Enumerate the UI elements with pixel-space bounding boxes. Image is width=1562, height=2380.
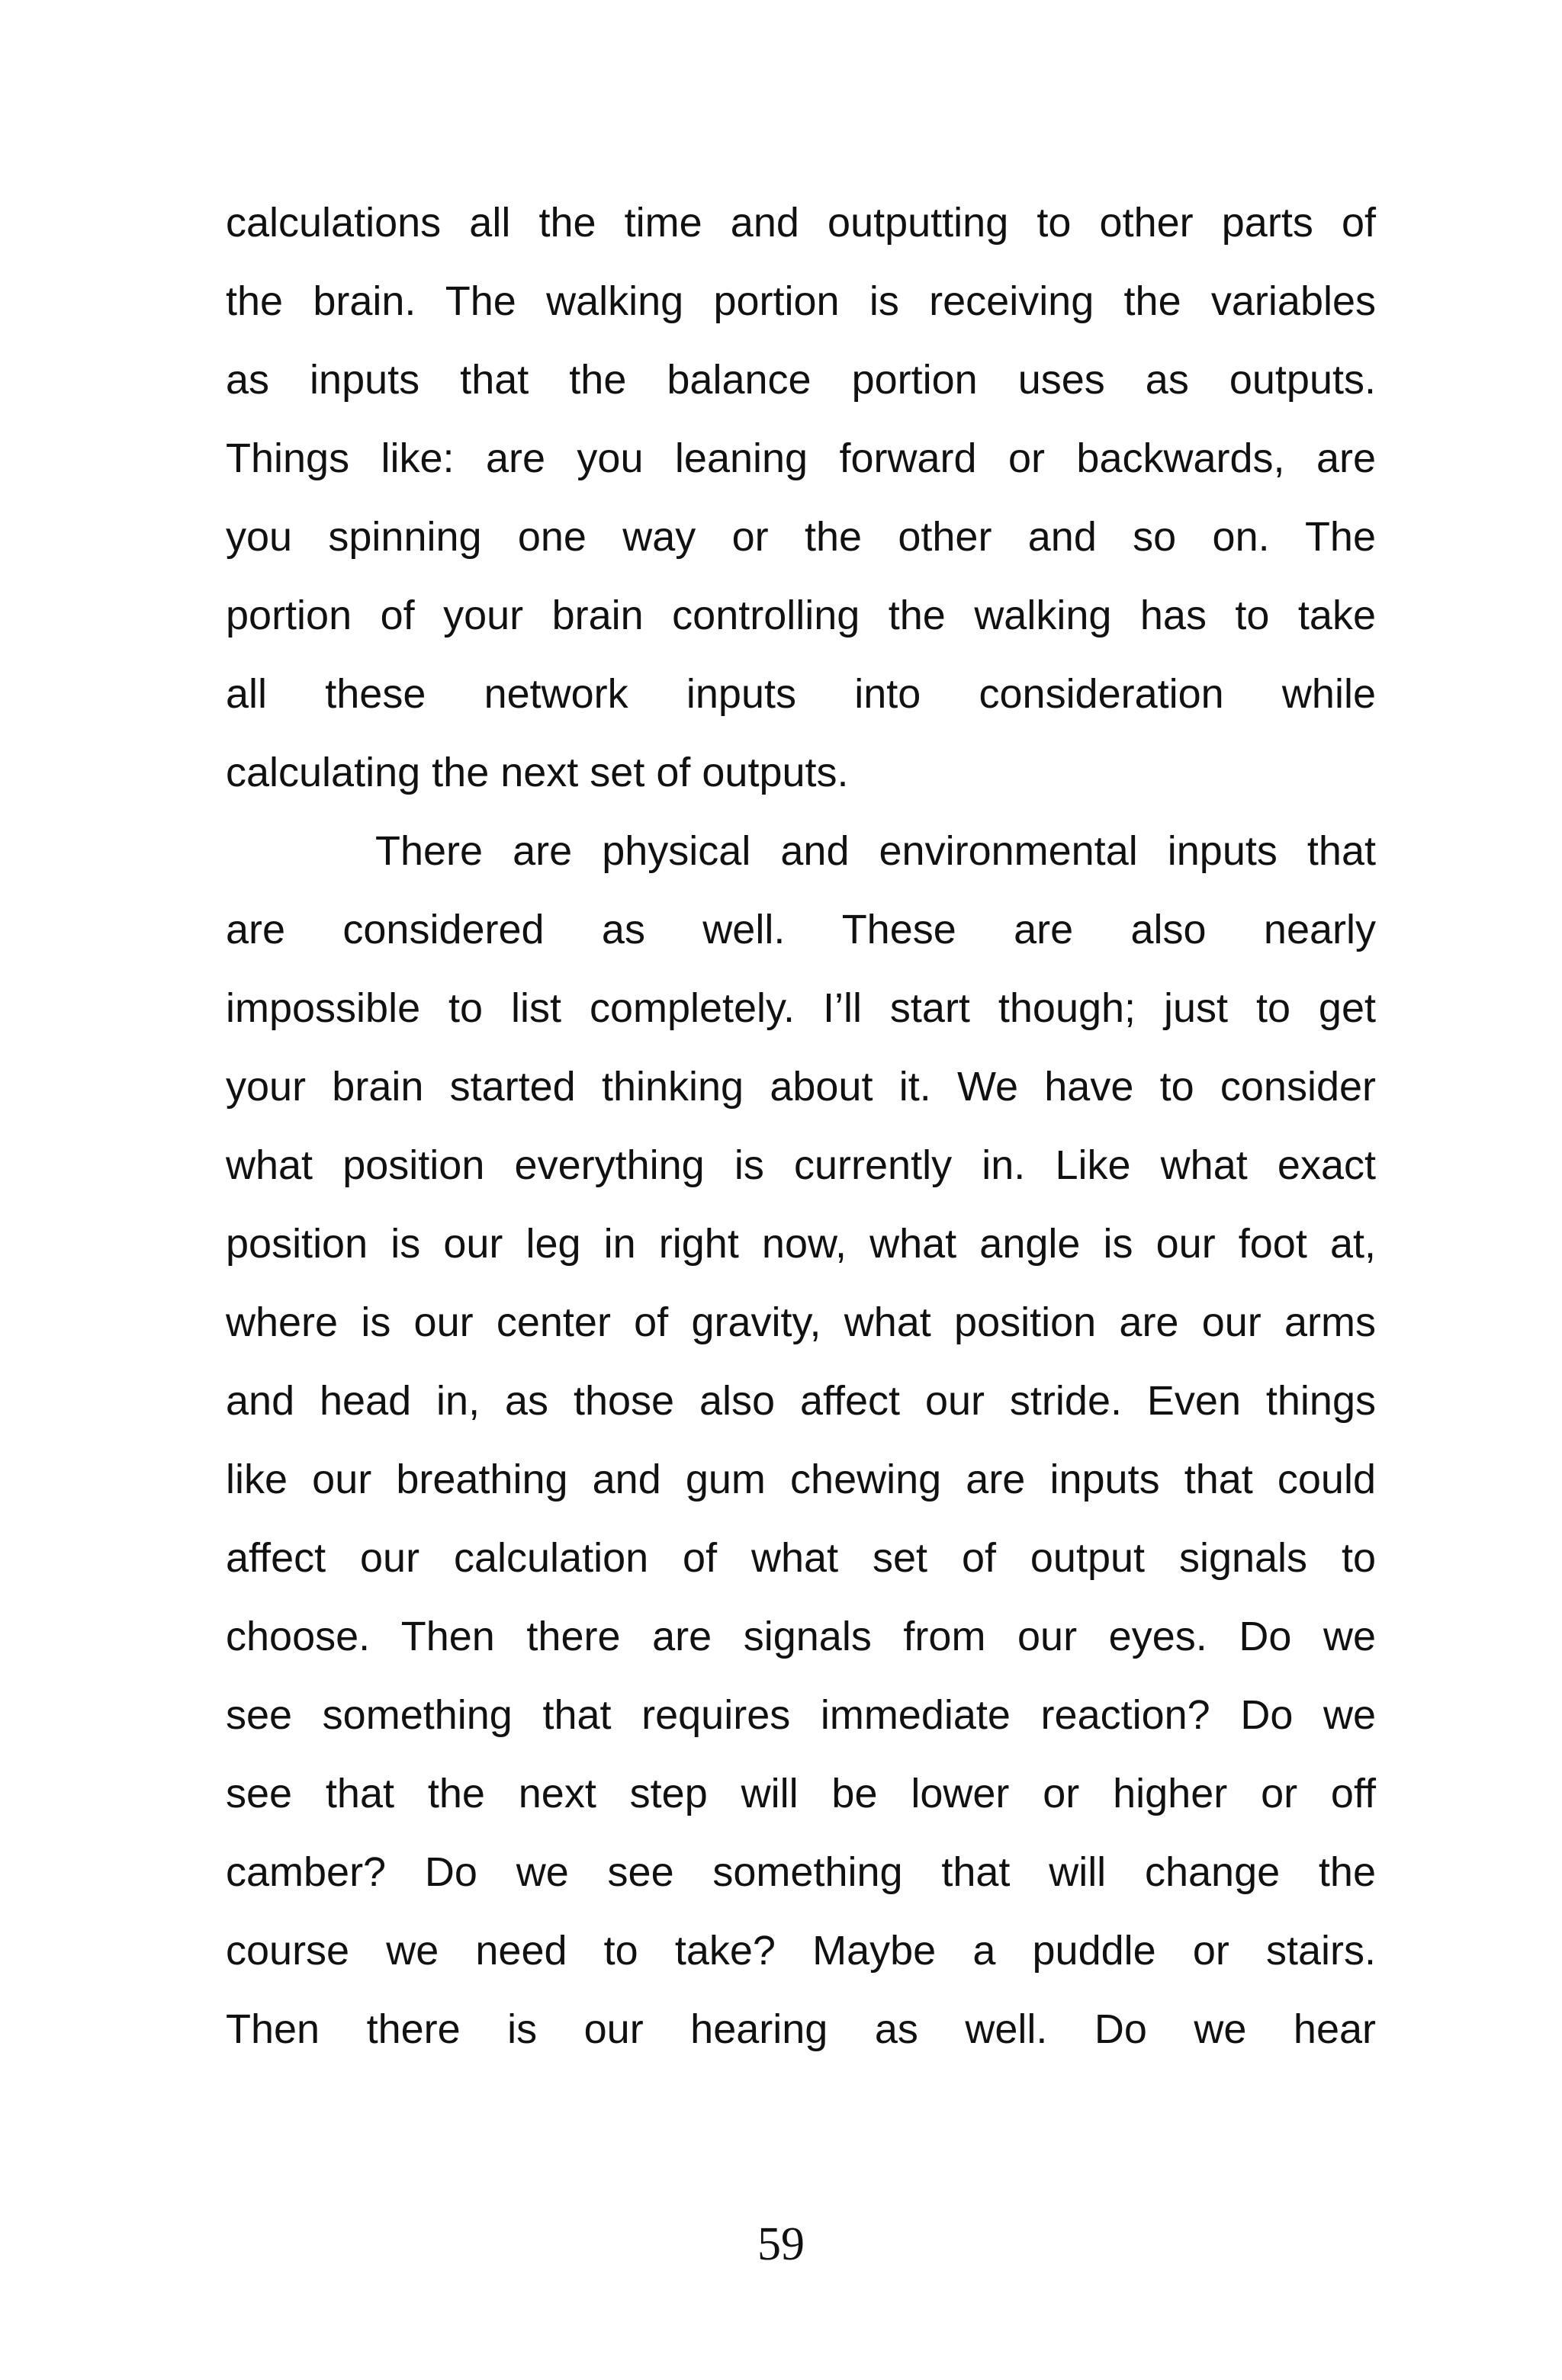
text-line: affect our calculation of what set of output signals to: [226, 1535, 1376, 1581]
text-line: impossible to list completely. I’ll start though; just to get: [226, 985, 1376, 1031]
text-line: choose. Then there are signals from our eyes. Do we: [226, 1614, 1376, 1659]
text-line: and head in, as those also affect our stride. Even things: [226, 1378, 1376, 1424]
text-line: what position everything is currently in. Like what exact: [226, 1142, 1376, 1188]
text-line: as inputs that the balance portion uses as outputs.: [226, 357, 1376, 403]
text-line: calculations all the time and outputting to other parts of: [226, 200, 1376, 246]
text-line: course we need to take? Maybe a puddle or stairs.: [226, 1928, 1376, 1974]
text-line: you spinning one way or the other and so on. The: [226, 514, 1376, 560]
text-line: the brain. The walking portion is receiving the variables: [226, 278, 1376, 324]
text-line: where is our center of gravity, what position are our arms: [226, 1299, 1376, 1345]
text-line: your brain started thinking about it. We have to consider: [226, 1064, 1376, 1110]
text-line: calculating the next set of outputs.: [226, 750, 849, 795]
text-line: Things like: are you leaning forward or backwards, are: [226, 435, 1376, 481]
text-line: Then there is our hearing as well. Do we hear: [226, 2006, 1376, 2052]
text-line: position is our leg in right now, what angle is our foot at,: [226, 1221, 1376, 1267]
text-line: see something that requires immediate reaction? Do we: [226, 1692, 1376, 1738]
text-line: There are physical and environmental inputs that: [375, 828, 1376, 874]
text-line: portion of your brain controlling the walking has to take: [226, 593, 1376, 638]
text-line: all these network inputs into consideration while: [226, 671, 1376, 717]
text-line: camber? Do we see something that will change the: [226, 1849, 1376, 1895]
text-line: are considered as well. These are also nearly: [226, 907, 1376, 952]
text-line: see that the next step will be lower or higher or off: [226, 1771, 1376, 1816]
page-number: 59: [757, 2218, 805, 2270]
text-line: like our breathing and gum chewing are inputs that could: [226, 1457, 1376, 1502]
